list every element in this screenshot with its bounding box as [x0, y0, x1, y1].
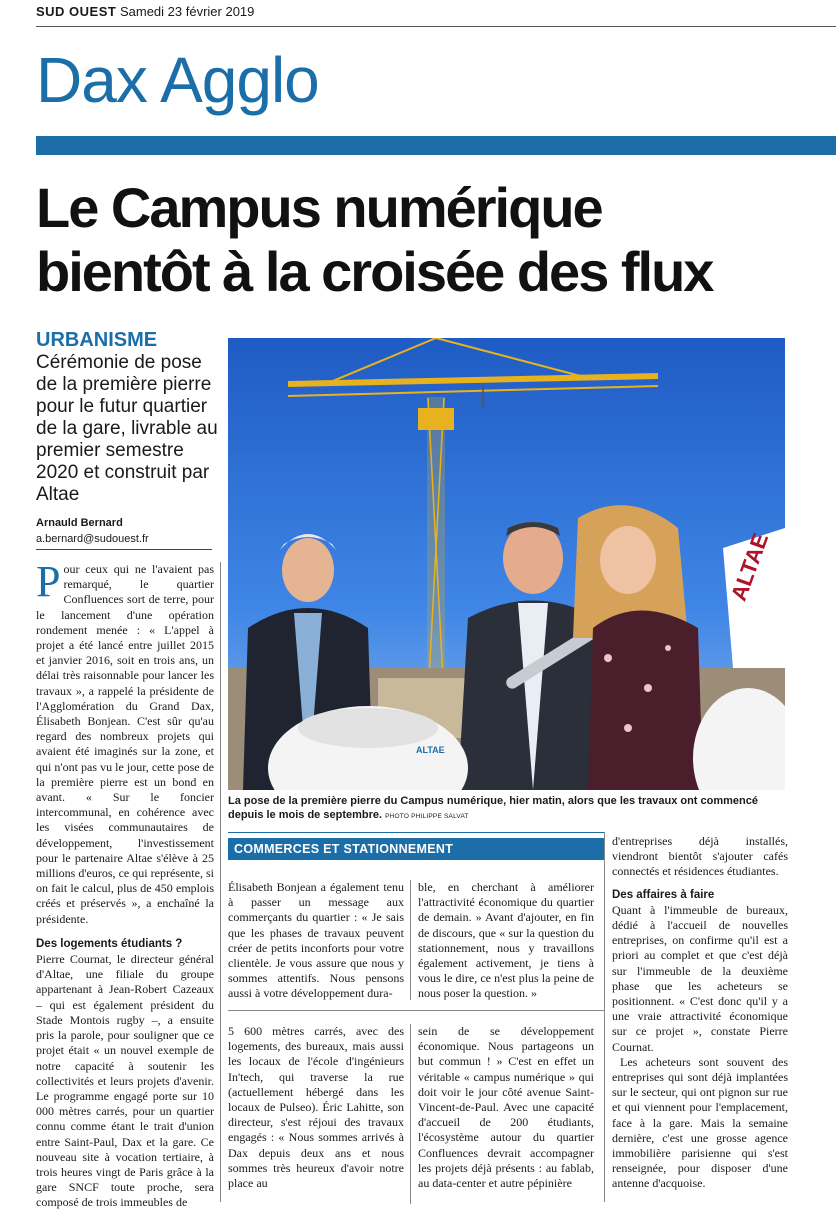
article-photo — [228, 338, 785, 790]
box-top-rule — [228, 832, 604, 833]
subhead-students: Des logements étudiants ? — [36, 937, 183, 950]
helmet-logo-text: ALTAE — [416, 745, 445, 755]
standfirst: Cérémonie de pose de la première pierre pour le futur quartier de la gare, livrable au premier semestre 2020 et construit par Altae — [36, 352, 218, 505]
article-column-1 — [36, 557, 214, 1211]
article-column-2 — [228, 1024, 404, 1191]
box-column-right — [418, 880, 594, 1002]
masthead — [36, 4, 254, 19]
headline-line-2: bientôt à la croisée des flux — [36, 240, 713, 303]
ceremony-photo — [228, 338, 785, 790]
crane-cab — [418, 408, 454, 430]
author-email[interactable]: a.bernard@sudouest.fr — [36, 533, 149, 545]
author-name: Arnauld Bernard — [36, 517, 123, 529]
column-divider-3 — [604, 832, 605, 1202]
col2-text: 5 600 mètres carrés, avec des logements, des bureaux, mais aussi les locaux de l'école d'ingénieurs In'tech, qui traverse la rue (actuellement hébergé dans les locaux de Pulseo). Éric Lahitte, son directeur, s'est réjoui des travaux engagés : « Nous sommes arrivés à Dax depuis deux ans et nous sommes très heureux d'avoir notre place au — [228, 1024, 404, 1191]
section-bar — [36, 136, 836, 155]
masthead-date: Samedi 23 février 2019 — [119, 4, 255, 19]
article-column-4 — [612, 834, 788, 1192]
banner-text: ALTAE — [725, 529, 774, 605]
masthead-brand: SUD OUEST — [36, 4, 117, 19]
lead-paragraph — [36, 557, 214, 927]
photo-credit: PHOTO PHILIPPE SALVAT — [385, 813, 469, 820]
subhead-business: Des affaires à faire — [612, 888, 715, 901]
caption-text: La pose de la première pierre du Campus numérique, hier matin, alors que les travaux ont commencé depuis le mois de septembre. — [228, 795, 758, 821]
column-divider-2 — [410, 1024, 411, 1204]
box-right-text: ble, en cherchant à améliorer l'attractivité économique du quartier de demain. » Avant d'ajouter, en fin de discours, que « sur la question du stationnement, nous y travaillons également activement, je tiens à vous le dire, ce n'est plus la peine de nous poser la question. » — [418, 880, 594, 1001]
altae-banner — [723, 528, 785, 668]
column-divider — [220, 562, 221, 1202]
photo-caption — [228, 794, 788, 824]
box-left-text: Élisabeth Bonjean a également tenu à passer un message aux commerçants du quartier : « Je sais que les phases de travaux peuvent créer de petits inconforts pour votre clientèle. Je vous assure que nous y sommes attentifs. Nous pensons aussi à votre développement dura- — [228, 880, 404, 1001]
masthead-rule — [36, 26, 836, 27]
box-column-left — [228, 880, 404, 1002]
drop-cap: P — [36, 557, 61, 606]
section-title: Dax Agglo — [36, 44, 319, 116]
article-column-3 — [418, 1024, 594, 1191]
box-bottom-rule — [228, 1010, 604, 1011]
paragraph-cournat: Pierre Cournat, le directeur général d'Altae, une filiale du groupe appartenant à Jean-Robert Cazeaux – qui est également président du Stade Montois rugby –, a ensuite pris la parole, pour souligner que ce projet était « un nouvel exemple de notre capacité à soutenir les collectivités et leurs projets d'avenir. Le programme engagé porte sur 10 000 mètres carrés, pour un quartier connu comme étant le trait d'union entre Saint-Paul, Dax et la gare. Ce nouveau site à vocation tertiaire, à trois heures vingt de Paris grâce à la gare SNCF toute proche, sera composé de trois immeubles de — [36, 952, 214, 1210]
kicker: URBANISME — [36, 329, 158, 351]
col4-paragraph-1: d'entreprises déjà installés, viendront bientôt s'ajouter cafés connectés et résidences étudiantes. — [612, 834, 788, 879]
col4-paragraph-3: Les acheteurs sont souvent des entreprises qui sont déjà implantées sur le secteur, qui ont pignon sur rue et qui viennent pour l'emplacement, face à la gare. Mais la semaine dernière, c'est une grosse agence immobilière parisienne qui s'est renseignée, pour disposer d'une antenne d'acquoise. — [612, 1054, 788, 1191]
col4-paragraph-2: Quant à l'immeuble de bureaux, dédié à l'accueil de nouvelles entreprises, on confirme qu'il est a priori au complet et que c'est déjà sur l'immeuble de la deuxième phase que les acheteurs se positionnent. « C'est donc qu'il y a une vraie attractivité économique sur ce projet », constate Pierre Cournat. — [612, 902, 788, 1054]
col3-text: sein de se développement économique. Nous partageons un but commun ! » C'est en effet un véritable « campus numérique » qui doit voir le jour côté avenue Saint-Vincent-de-Paul. Avec une capacité d'accueil de 200 étudiants, l'écosystème autour du quartier Confluences devrait accompagner les projets déjà présents : au fablab, au data-center et autre pépinière — [418, 1024, 594, 1191]
author-rule — [36, 549, 212, 550]
box-divider — [410, 880, 411, 1000]
headline-line-1: Le Campus numérique — [36, 176, 602, 239]
lead-text: our ceux qui ne l'avaient pas remarqué, le quartier Confluences sort de terre, pour le lancement d'une opération rondement menée : « L'appel à projet a été lancé entre juillet 2015 et janvier 2016, soit en trois ans, un délai très raisonnable pour lancer les travaux », a rappelé la présidente de l'Agglomération du Grand Dax, Élisabeth Bonjean. C'est sûr qu'au regard des nombreux projets qui avaient été imaginés sur la zone, et qui n'ont pas vu le jour, cette pose de la première pierre est un bond en avant. « Sur le foncier intercommunal, en cohérence avec les visées communautaires de développement, l'investissement pour le partenaire Altae s'élève à 25 millions d'euros, ce qui représente, si on fait le calcul, plus de 450 emplois créés et préservés », a enchaîné la présidente. — [36, 562, 214, 926]
box-title: COMMERCES ET STATIONNEMENT — [228, 838, 604, 860]
headline — [36, 176, 826, 304]
